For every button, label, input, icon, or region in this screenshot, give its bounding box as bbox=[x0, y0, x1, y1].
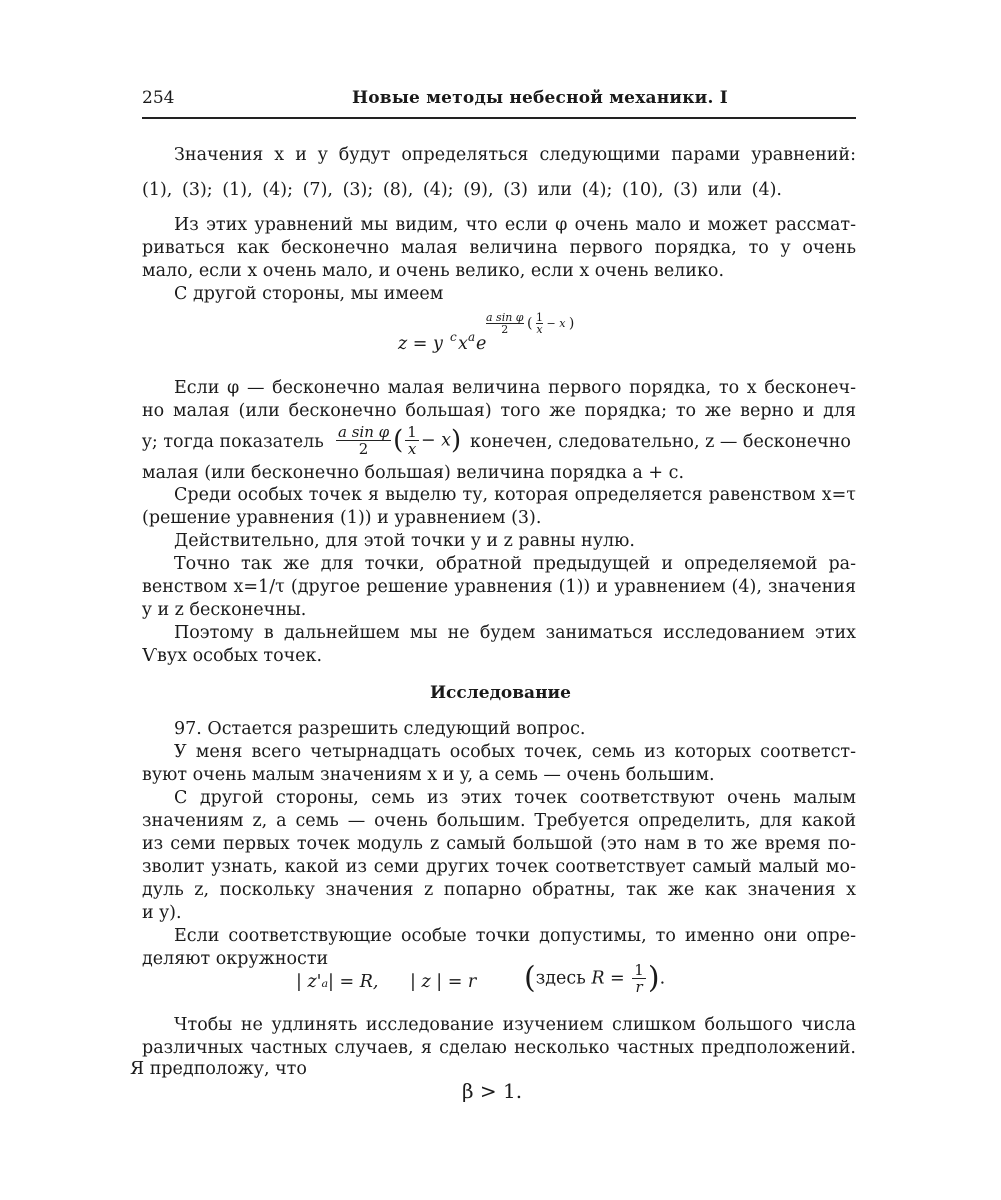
text-line: различных частных случаев, я сделаю несколько частных предположений. bbox=[142, 1038, 856, 1058]
text-line: дуль z, поскольку значения z попарно обратны, так же как значения x bbox=[142, 880, 856, 900]
text-line: (решение уравнения (1)) и уравнением (3). bbox=[142, 508, 542, 528]
text-line: Ѵвух особых точек. bbox=[142, 646, 323, 666]
formula-e-exp-one: 1 bbox=[535, 311, 543, 324]
formula-exp-a: a bbox=[468, 330, 476, 344]
formula-here: (здесь R = $\frac{1}{r}$ ). bbox=[524, 960, 666, 996]
text-line: венством x=1/τ (другое решение уравнения (1)) и уравнением (4), значения bbox=[142, 577, 856, 597]
text-line: Поэтому в дальнейшем мы не будем заниматься исследованием этих bbox=[174, 623, 856, 643]
text-line: из семи первых точек модуль z самый большой (это нам в то же время по- bbox=[142, 834, 856, 854]
page-number: 254 bbox=[142, 88, 175, 108]
formula-R-den: r bbox=[635, 978, 643, 996]
text-line: y и z бесконечны. bbox=[142, 600, 307, 620]
formula-dot: . bbox=[659, 968, 666, 989]
text-line: Если соответствующие особые точки допустимы, то именно они опре- bbox=[174, 926, 856, 946]
text-line-with-formula bbox=[142, 424, 856, 460]
text-line: У меня всего четырнадцать особых точек, семь из которых соответст- bbox=[174, 742, 856, 762]
text-line: Действительно, для этой точки y и z равны нулю. bbox=[174, 531, 635, 551]
power-num: a sin φ bbox=[338, 423, 390, 441]
formula-exp-c: c bbox=[450, 330, 457, 344]
formula-here-word: здесь bbox=[535, 968, 586, 989]
text-line: деляют окружности bbox=[142, 949, 329, 969]
text-fragment: конечен, следовательно, z — бесконечно bbox=[470, 432, 851, 452]
text-line: Если φ — бесконечно малая величина первого порядка, то x бесконеч- bbox=[174, 378, 856, 398]
power-inner-minus: − x bbox=[420, 430, 451, 451]
text-line: зволит узнать, какой из семи других точек соответствует самый малый мо- bbox=[142, 857, 856, 877]
text-line: С другой стороны, мы имеем bbox=[174, 284, 444, 304]
formula-z-lhs: z = y bbox=[398, 334, 443, 354]
text-line: (1), (3); (1), (4); (7), (3); (8), (4); (9), (3) или (4); (10), (3) или (4). bbox=[142, 180, 782, 200]
formula-e-exp-num: a sin φ bbox=[486, 311, 524, 324]
header-rule bbox=[142, 117, 856, 119]
text-line: но малая (или бесконечно большая) того же порядка; то же верно и для bbox=[142, 401, 856, 421]
power-inner-den: x bbox=[407, 440, 417, 458]
formula-e-exp-den: 2 bbox=[501, 323, 509, 336]
power-inner-num: 1 bbox=[407, 423, 417, 441]
running-head bbox=[142, 86, 856, 112]
text-line: Чтобы не удлинять исследование изучением слишком большого числа bbox=[174, 1015, 856, 1035]
formula-x-base: x bbox=[458, 334, 468, 354]
power-den: 2 bbox=[358, 440, 369, 458]
formula-circle-1: | z'ₐ| = R, bbox=[296, 972, 379, 992]
text-line: Я предположу, что bbox=[130, 1059, 307, 1079]
text-line: 97. Остается разрешить следующий вопрос. bbox=[174, 719, 586, 739]
text-line: Среди особых точек я выделю ту, которая определяется равенством x=τ bbox=[174, 485, 856, 505]
text-line: риваться как бесконечно малая величина первого порядка, то y очень bbox=[142, 238, 856, 258]
inline-formula-power: $\frac{\text{a sin φ}}{2}$ ( $\frac{1}{x}$ − x) bbox=[338, 423, 462, 458]
text-line: С другой стороны, семь из этих точек соответствуют очень малым bbox=[174, 788, 856, 808]
formula-e-base: e bbox=[476, 334, 487, 354]
formula-R-eq: R = bbox=[591, 968, 625, 989]
formula-circles bbox=[296, 962, 696, 1002]
text-line: и y). bbox=[142, 903, 182, 923]
formula-e-exp-x: x bbox=[536, 323, 543, 336]
text-line: вуют очень малым значениям x и y, а семь — очень большим. bbox=[142, 765, 715, 785]
formula-e-exp-minus-x: − x bbox=[546, 317, 566, 330]
text-line: значениям z, а семь — очень большим. Требуется определить, для какой bbox=[142, 811, 856, 831]
formula-beta: β > 1. bbox=[462, 1079, 523, 1103]
formula-R-num: 1 bbox=[634, 961, 644, 979]
text-line: малая (или бесконечно большая) величина порядка a + c. bbox=[142, 463, 685, 483]
formula-z bbox=[398, 312, 608, 358]
text-line: Точно так же для точки, обратной предыдущей и определяемой ра- bbox=[174, 554, 856, 574]
formula-e-exponent: $\frac{\text{a sin φ}}{2}$ ( $\frac{1}{x}$ − x ) bbox=[486, 311, 575, 336]
section-heading: Исследование bbox=[430, 683, 571, 703]
formula-circle-2: | z | = r bbox=[410, 972, 477, 992]
text-line: мало, если x очень мало, и очень велико, если x очень велико. bbox=[142, 261, 725, 281]
text-line: Из этих уравнений мы видим, что если φ очень мало и может рассмат- bbox=[174, 215, 856, 235]
text-fragment: y; тогда показатель bbox=[142, 432, 324, 452]
text-line: Значения x и y будут определяться следующими парами уравнений: bbox=[174, 145, 856, 165]
running-title: Новые методы небесной механики. I bbox=[352, 88, 728, 108]
